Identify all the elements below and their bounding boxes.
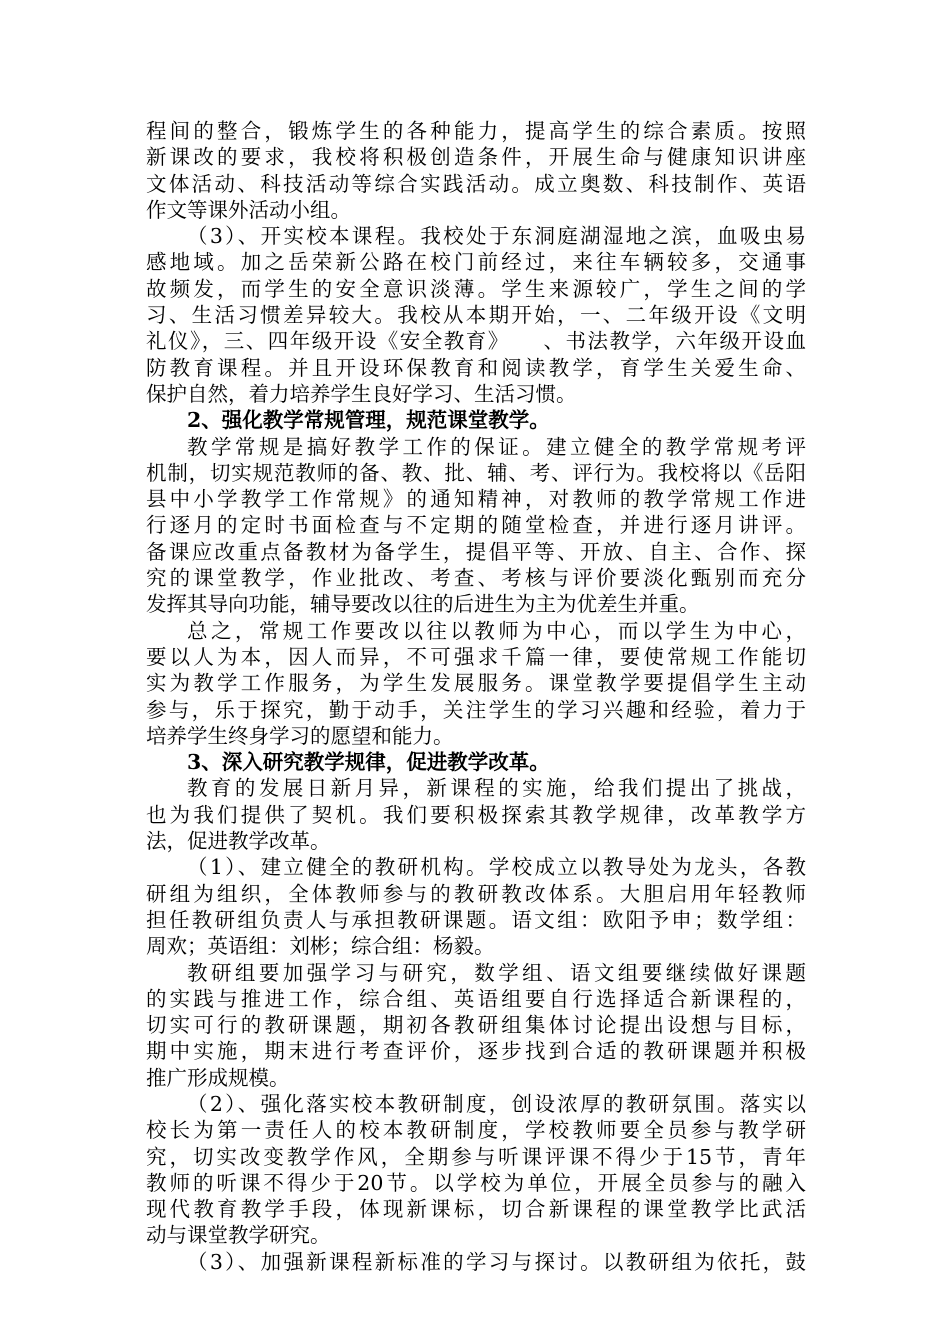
text-line: 教研组要加强学习与研究，数学组、语文组要继续做好课题	[187, 960, 806, 985]
text-line: 现代教育教学手段，体现新课标，切合新课程的课堂教学比武活	[146, 1197, 806, 1222]
text-line: 也为我们提供了契机。我们要积极探索其教学规律，改革教学方	[146, 802, 806, 827]
text-line: 的实践与推进工作，综合组、英语组要自行选择适合新课程的，	[146, 986, 806, 1011]
text-line: 法，促进教学改革。	[146, 829, 331, 854]
text-line: （1）、建立健全的教研机构。学校成立以教导处为龙头，各教	[187, 855, 806, 880]
text-line: 县中小学教学工作常规》的通知精神，对教师的教学常规工作进	[146, 487, 806, 512]
text-line: （2）、强化落实校本教研制度，创设浓厚的教研氛围。落实以	[187, 1091, 806, 1116]
text-line: 礼仪》，三、四年级开设《安全教育》 、书法教学，六年级开设血	[146, 329, 806, 354]
text-line: 周欢；英语组：刘彬；综合组：杨毅。	[146, 934, 495, 959]
text-line: 故频发，而学生的安全意识淡薄。学生来源较广，学生之间的学	[146, 276, 806, 301]
text-line: 研组为组织，全体教师参与的教研教改体系。大胆启用年轻教师	[146, 881, 806, 906]
text-line: 动与课堂教学研究。	[146, 1223, 331, 1248]
text-line: 教育的发展日新月异，新课程的实施，给我们提出了挑战，	[187, 776, 806, 801]
text-line: 教学常规是搞好教学工作的保证。建立健全的教学常规考评	[187, 434, 806, 459]
text-line: 切实可行的教研课题，期初各教研组集体讨论提出设想与目标，	[146, 1013, 806, 1038]
text-line: 行逐月的定时书面检查与不定期的随堂检查，并进行逐月讲评。	[146, 513, 806, 538]
text-line: 总之，常规工作要改以往以教师为中心，而以学生为中心，	[187, 618, 806, 643]
text-line: 发挥其导向功能，辅导要改以往的后进生为主为优差生并重。	[146, 592, 700, 617]
text-line: 参与，乐于探究，勤于动手，关注学生的学习兴趣和经验，着力于	[146, 697, 806, 722]
text-line: 程间的整合，锻炼学生的各种能力，提高学生的综合素质。按照	[146, 119, 806, 143]
text-line: 感地域。加之岳荣新公路在校门前经过，来往车辆较多，交通事	[146, 250, 806, 275]
text-line: 期中实施，期末进行考查评价，逐步找到合适的教研课题并积极	[146, 1039, 806, 1064]
text-line: 习、生活习惯差异较大。我校从本期开始，一、二年级开设《文明	[146, 303, 806, 328]
text-line: 校长为第一责任人的校本教研制度，学校教师要全员参与教学研	[146, 1118, 806, 1143]
text-line: 培养学生终身学习的愿望和能力。	[146, 723, 454, 748]
text-line: 备课应改重点备教材为备学生，提倡平等、开放、自主、合作、探	[146, 539, 806, 564]
text-line: 文体活动、科技活动等综合实践活动。成立奥数、科技制作、英语	[146, 171, 806, 196]
text-line: 保护自然，着力培养学生良好学习、生活习惯。	[146, 381, 577, 406]
text-line: 推广形成规模。	[146, 1065, 290, 1090]
text-line: 新课改的要求，我校将积极创造条件，开展生命与健康知识讲座	[146, 145, 806, 170]
text-line: （3）、加强新课程新标准的学习与探讨。以教研组为依托，鼓	[187, 1249, 806, 1274]
section-heading: 2、强化教学常规管理，规范课堂教学。	[187, 408, 550, 433]
text-line: （3）、开实校本课程。我校处于东洞庭湖湿地之滨，血吸虫易	[187, 224, 806, 249]
text-line: 作文等课外活动小组。	[146, 197, 351, 222]
document-body	[146, 118, 806, 1275]
text-line: 教师的听课不得少于20节。以学校为单位，开展全员参与的融入	[146, 1170, 806, 1195]
text-line: 防教育课程。并且开设环保教育和阅读教学，育学生关爱生命、	[146, 355, 806, 380]
text-line: 实为教学工作服务，为学生发展服务。课堂教学要提倡学生主动	[146, 671, 806, 696]
text-line: 机制，切实规范教师的备、教、批、辅、考、评行为。我校将以《岳阳	[146, 460, 806, 485]
text-line: 究，切实改变教学作风，全期参与听课评课不得少于15节，青年	[146, 1144, 806, 1169]
text-line: 要以人为本，因人而异，不可强求千篇一律，要使常规工作能切	[146, 644, 806, 669]
text-line: 担任教研组负责人与承担教研课题。语文组：欧阳予申；数学组：	[146, 907, 806, 932]
section-heading: 3、深入研究教学规律，促进教学改革。	[187, 750, 550, 775]
text-line: 究的课堂教学，作业批改、考查、考核与评价要淡化甄别而充分	[146, 566, 806, 591]
